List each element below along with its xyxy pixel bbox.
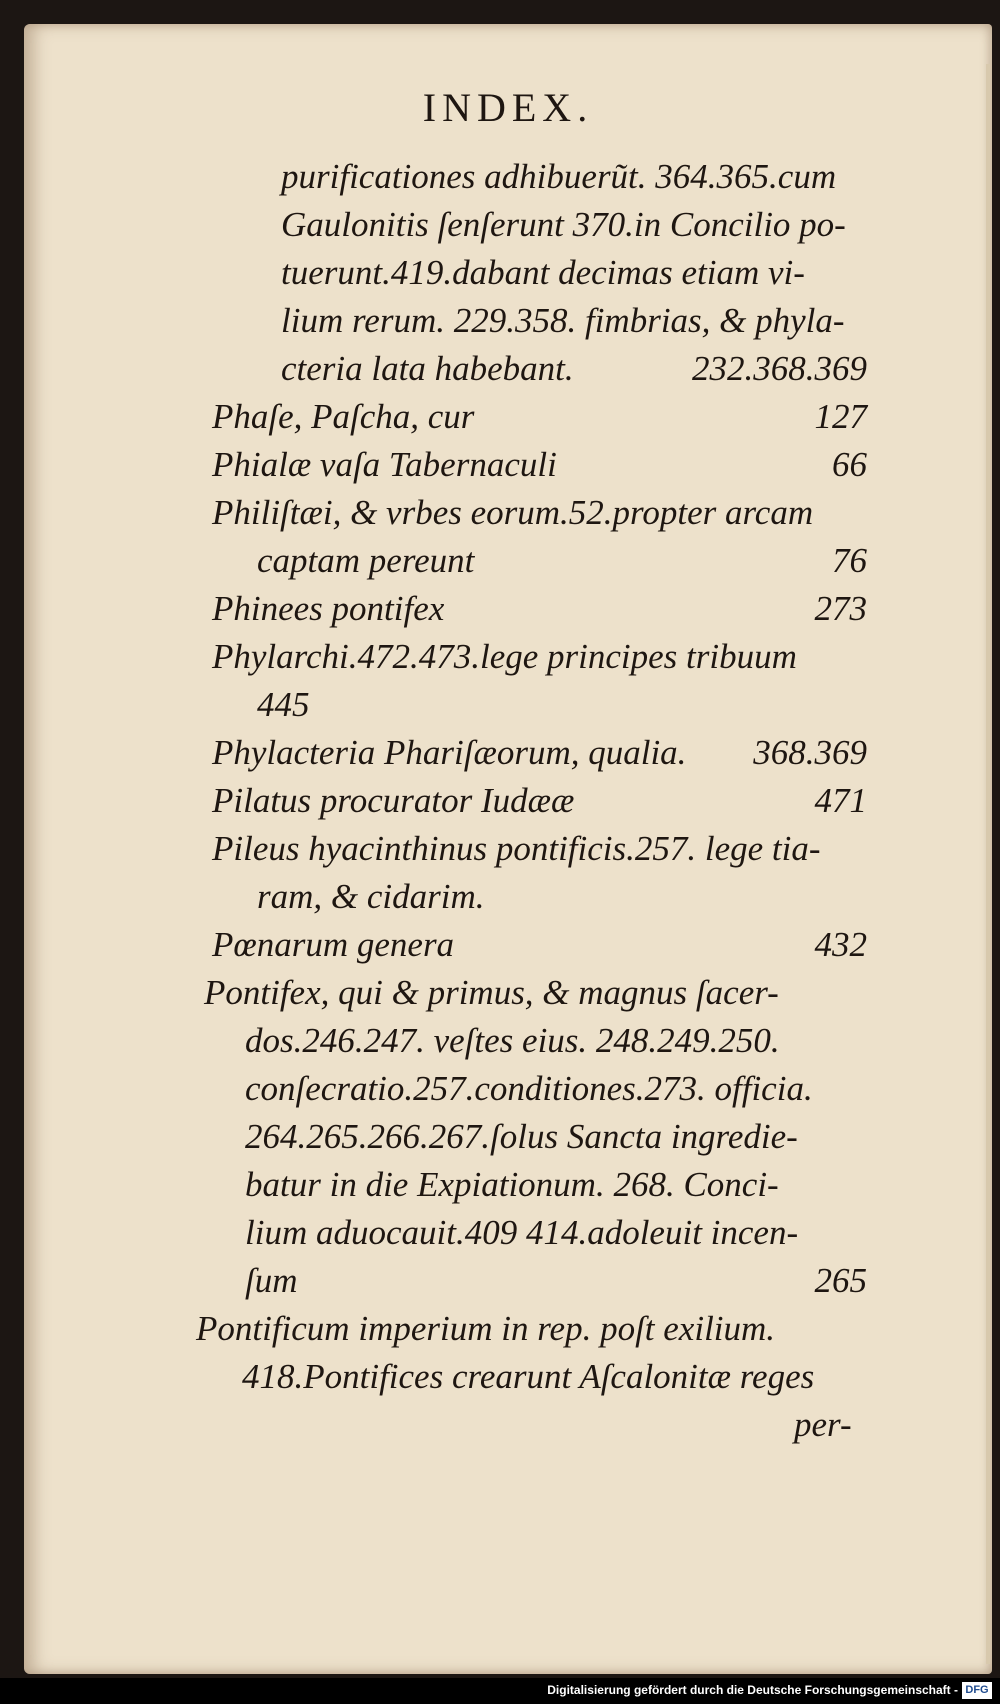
dfg-logo: DFG: [962, 1682, 992, 1699]
page-reference: 471: [814, 781, 867, 820]
index-line: 264.265.266.267.ſolus Sancta ingredie-: [245, 1117, 798, 1156]
index-line: lium rerum. 229.358. fimbrias, & phyla-: [281, 301, 845, 340]
index-entry-pileus: Pileus hyacinthinus pontificis.257. lege tia-: [212, 829, 821, 868]
index-line: lium aduocauit.409 414.adoleuit incen-: [245, 1213, 799, 1252]
index-line: Gaulonitis ſenſerunt 370.in Concilio po-: [281, 205, 846, 244]
index-entry-pontificum: Pontificum imperium in rep. poſt exilium.: [196, 1309, 776, 1348]
digitization-credit: Digitalisierung gefördert durch die Deutsche Forschungsgemeinschaft -: [547, 1683, 958, 1697]
page-reference: 265: [814, 1261, 867, 1300]
catchword: per-: [794, 1405, 852, 1444]
page-reference: 127: [814, 397, 867, 436]
index-line: batur in die Expiationum. 268. Conci-: [245, 1165, 779, 1204]
page-reference: 76: [832, 541, 867, 580]
index-line: 445: [257, 685, 310, 724]
book-page: [24, 24, 992, 1674]
index-entry-phiala: Phialæ vaſa Tabernaculi: [212, 445, 557, 484]
index-entry-phinees: Phinees pontifex: [212, 589, 445, 628]
index-line: ram, & cidarim.: [257, 877, 485, 916]
index-entry-phylarchi: Phylarchi.472.473.lege principes tribuum: [212, 637, 797, 676]
page-reference: 273: [814, 589, 867, 628]
index-line: purificationes adhibuerũt. 364.365.cum: [281, 157, 837, 196]
index-entry-pontifex: Pontifex, qui & primus, & magnus ſacer-: [204, 973, 779, 1012]
index-line: tuerunt.419.dabant decimas etiam vi-: [281, 253, 805, 292]
page-reference: 66: [832, 445, 867, 484]
index-line: ſum: [245, 1261, 298, 1300]
index-entry-phylacteria: Phylacteria Phariſæorum, qualia.: [212, 733, 687, 772]
index-line: conſecratio.257.conditiones.273. officia.: [245, 1069, 813, 1108]
index-entry-philistaei: Philiſtæi, & vrbes eorum.52.propter arcam: [212, 493, 814, 532]
running-header: INDEX.: [422, 85, 594, 130]
page-reference: 232.368.369: [692, 349, 867, 388]
index-line: dos.246.247. veſtes eius. 248.249.250.: [245, 1021, 780, 1060]
index-entry-poenarum: Pœnarum genera: [212, 925, 455, 964]
page-reference: 368.369: [753, 733, 867, 772]
page-edge: [986, 64, 990, 1664]
index-entry-pilatus: Pilatus procurator Iudææ: [212, 781, 575, 820]
index-line: captam pereunt: [257, 541, 475, 580]
index-entry-phase: Phaſe, Paſcha, cur: [212, 397, 475, 436]
index-line: cteria lata habebant.: [281, 349, 574, 388]
page-reference: 432: [814, 925, 867, 964]
index-line: 418.Pontifices crearunt Aſcalonitæ reges: [242, 1357, 815, 1396]
